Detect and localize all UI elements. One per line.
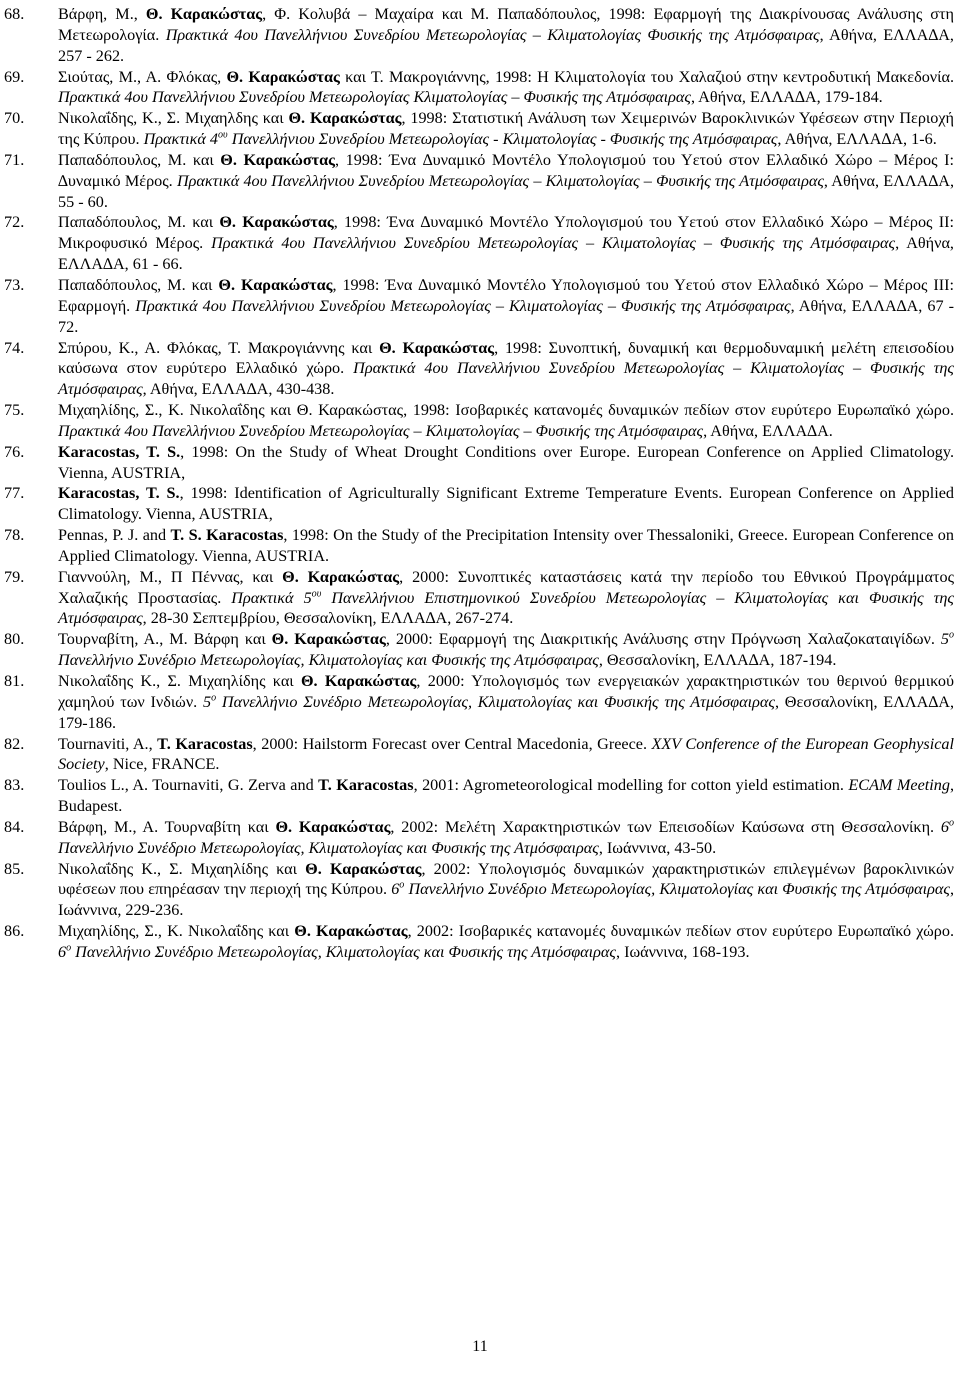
author-name-bold: Θ. Καρακώστας	[271, 630, 386, 649]
author-name-bold: Θ. Καρακώστας	[145, 5, 263, 23]
author-name-bold: T. Karacostas	[318, 776, 414, 795]
reference-text-segment: Νικολαΐδης Κ., Σ. Μιχαηλίδης και	[58, 672, 301, 690]
proceedings-title-italic: XXV Conference of the European Geophysical Society	[58, 734, 954, 774]
proceedings-title-italic: Πρακτικά 4ου Πανελλήνιου Συνεδρίου Μετεωρολογίας – Κλιματολογίας – Φυσικής της Ατμόσφαιρας	[135, 296, 791, 315]
author-name-bold: Θ. Καρακώστας	[288, 109, 402, 128]
reference-entry	[4, 400, 954, 442]
reference-text-segment: , 1998: On the Study of the Precipitation Intensity over Thessaloniki, Greece. European Conference on Applied Climatology. Vienna, AUSTRIA.	[58, 526, 954, 565]
ordinal-superscript: ου	[218, 129, 228, 141]
reference-text-segment: Tournaviti, A.,	[58, 734, 158, 753]
reference-entry	[4, 734, 954, 776]
reference-number: 82.	[4, 734, 25, 753]
reference-text-segment: , 1998: Ένα ∆υναμικό Μοντέλο Υπολογισμού του Υετού στον Ελλαδικό Χώρο – Μέρος ΙΙΙ: Εφαρμογή.	[58, 275, 954, 315]
reference-number: 72.	[4, 213, 25, 232]
reference-number: 74.	[4, 338, 25, 357]
proceedings-title-italic: Πρακτικά 5	[231, 588, 312, 607]
reference-entry	[4, 817, 954, 859]
reference-entry	[4, 921, 954, 963]
author-name-bold: Θ. Καρακώστας	[218, 275, 333, 294]
reference-text	[58, 108, 954, 150]
reference-text-segment: , Nice, FRANCE.	[104, 755, 220, 774]
reference-text-segment: , Αθήνα, ΕΛΛΑ∆Α, 55 - 60.	[58, 171, 954, 211]
reference-text-segment: , 2000: Συνοπτικές καταστάσεις κατά την περίοδο του Εθνικού Προγράμματος Χαλαζικής Προστασίας.	[58, 567, 954, 607]
reference-text-segment: Παπαδόπουλος, Μ. και	[58, 275, 219, 294]
reference-text	[58, 775, 954, 817]
reference-text	[58, 338, 954, 401]
reference-number: 68.	[4, 5, 25, 23]
proceedings-title-italic: 6	[940, 817, 949, 836]
reference-text	[58, 400, 954, 442]
reference-entry	[4, 212, 954, 275]
reference-text-segment: , Budapest.	[58, 776, 954, 816]
reference-number: 73.	[4, 275, 25, 294]
reference-text-segment: , 2002: Ισοβαρικές κατανομές δυναμικών πεδίων στον ευρύτερο Ευρωπαϊκό χώρο.	[407, 922, 954, 941]
reference-text-segment: , Θεσσαλονίκη, ΕΛΛΑ∆Α, 179-186.	[58, 692, 955, 732]
reference-text-segment: Μιχαηλίδης, Σ., Κ. Νικολαΐδης και	[58, 922, 295, 941]
reference-text-segment: Γιαννούλη, Μ., Π Πέννας, και	[58, 567, 283, 586]
reference-entry	[4, 442, 954, 484]
reference-text-segment: , 2000: Εφαρμογή της ∆ιακριτικής Ανάλυσης στην Πρόγνωση Χαλαζοκαταιγίδων.	[385, 630, 941, 649]
reference-entry	[4, 150, 954, 213]
reference-text-segment: , Φ. Κολυβά – Μαχαίρα και Μ. Παπαδόπουλος, 1998: Εφαρμογή της ∆ιακρίνουσας Ανάλυσης στη Μετεωρολογία.	[58, 5, 955, 44]
reference-text-segment: Μιχαηλίδης, Σ., Κ. Νικολαΐδης και Θ. Καρακώστας, 1998: Ισοβαρικές κατανομές δυναμικών πεδίων στον ευρύτερο Ευρωπαϊκό χώρο.	[58, 401, 954, 420]
reference-number: 69.	[4, 67, 25, 86]
proceedings-title-italic: Πρακτικά 4ου Πανελλήνιου Συνεδρίου Μετεωρολογίας – Κλιματολογίας – Φυσικής της Ατμόσφαιρας	[58, 359, 954, 399]
reference-text-segment: , Αθήνα, ΕΛΛΑ∆Α, 67 - 72.	[58, 296, 954, 336]
ordinal-superscript: ο	[949, 817, 955, 829]
reference-text	[58, 67, 954, 109]
reference-text-segment: , Αθήνα, ΕΛΛΑ∆Α, 179-184.	[690, 88, 883, 107]
proceedings-title-italic: Πανελλήνιου Συνεδρίου Μετεωρολογίας - Κλιματολογίας - Φυσικής της Ατμόσφαιρας	[227, 130, 778, 149]
reference-number: 80.	[4, 630, 25, 649]
reference-entry	[4, 275, 954, 338]
reference-text-segment: , Ιωάννινα, 229-236.	[58, 880, 954, 920]
ordinal-superscript: ο	[399, 880, 405, 892]
reference-text-segment: , 2002: Μελέτη Χαρακτηριστικών των Επεισοδίων Καύσωνα στη Θεσσαλονίκη.	[390, 817, 941, 836]
proceedings-title-italic: Πανελλήνιο Συνέδριο Μετεωρολογίας, Κλιματολογίας και Φυσικής της Ατμόσφαιρας	[71, 942, 616, 961]
proceedings-title-italic: Πρακτικά 4	[143, 130, 219, 149]
reference-text	[58, 525, 954, 567]
reference-text-segment: , Αθήνα, ΕΛΛΑ∆Α, 1-6.	[777, 130, 937, 149]
proceedings-title-italic: Πανελλήνιου Επιστημονικού Συνεδρίου Μετεωρολογίας – Κλιματολογίας και Φυσικής της Ατμόσφαιρας	[58, 588, 954, 628]
reference-number: 86.	[4, 922, 25, 941]
reference-number: 71.	[4, 150, 25, 169]
proceedings-title-italic: 5	[203, 692, 212, 711]
reference-text-segment: , 2000: Υπολογισμός των ενεργειακών χαρακτηριστικών του θερινού θερμικού χαμηλού των Ινδιών.	[58, 672, 954, 711]
reference-text-segment: Παπαδόπουλος, Μ. και	[58, 213, 220, 232]
reference-text	[58, 671, 954, 734]
reference-number: 77.	[4, 484, 25, 503]
reference-text-segment: , Αθήνα, ΕΛΛΑ∆Α, 257 - 262.	[58, 25, 954, 65]
author-name-bold: T. S. Karacostas	[170, 526, 284, 545]
reference-number: 78.	[4, 526, 25, 545]
reference-text-segment: Βάρφη, Μ.,	[58, 5, 146, 23]
author-name-bold: Θ. Καρακώστας	[282, 567, 400, 586]
proceedings-title-italic: Πρακτικά 4ου Πανελλήνιου Συνεδρίου Μετεωρολογίας Κλιματολογίας – Φυσικής της Ατμόσφαιρας	[58, 88, 691, 107]
author-name-bold: Karacostas, T. S.	[58, 484, 180, 503]
reference-text-segment: Σπύρου, Κ., Α. Φλόκας, Τ. Μακρογιάννης και	[58, 338, 380, 357]
reference-text-segment: , Ιωάννινα, 43-50.	[598, 838, 717, 857]
reference-entry	[4, 4, 954, 67]
reference-text	[58, 567, 954, 630]
page-number: 11	[472, 1338, 488, 1355]
reference-entry	[4, 567, 954, 630]
reference-text-segment: , 1998: Ένα ∆υναμικό Μοντέλο Υπολογισμού του Υετού στον Ελλαδικό Χώρο – Μέρος Ι: ∆υναμικό Μέρος.	[58, 150, 954, 190]
reference-text-segment: , Θεσσαλονίκη, ΕΛΛΑ∆Α, 187-194.	[598, 651, 837, 670]
proceedings-title-italic: Πρακτικά 4ου Πανελλήνιου Συνεδρίου Μετεωρολογίας – Κλιματολογίας – Φυσικής της Ατμόσφαιρας	[176, 171, 824, 190]
reference-number: 76.	[4, 442, 25, 461]
reference-entry	[4, 108, 954, 150]
proceedings-title-italic: Πρακτικά 4ου Πανελλήνιου Συνεδρίου Μετεωρολογίας – Κλιματολογίας Φυσικής της Ατμόσφαιρας	[165, 25, 820, 44]
author-name-bold: Karacostas, T. S.	[58, 442, 181, 461]
reference-text	[58, 859, 954, 922]
reference-text-segment: Σιούτας, Μ., Α. Φλόκας,	[58, 67, 227, 86]
reference-number: 75.	[4, 401, 25, 420]
reference-entry	[4, 671, 954, 734]
reference-text-segment: Παπαδόπουλος, Μ. και	[58, 150, 221, 169]
author-name-bold: Θ. Καρακώστας	[220, 150, 335, 169]
reference-text-segment: Βάρφη, Μ., Α. Τουρναβίτη και	[58, 817, 276, 836]
reference-text-segment: , 2002: Υπολογισμός δυναμικών χαρακτηριστικών επιλεγμένων βαροκλινικών υφέσεων που επηρέασαν την περιοχή της Κύπρου.	[58, 859, 955, 899]
reference-number: 84.	[4, 817, 25, 836]
author-name-bold: T. Karacostas	[157, 734, 253, 753]
proceedings-title-italic: 6	[391, 880, 400, 899]
reference-text-segment: , 1998: Identification of Agriculturally Significant Extreme Temperature Events. European Conference on Applied Climatology. Vienna, AUSTRIA,	[58, 484, 954, 524]
reference-entry	[4, 775, 954, 817]
author-name-bold: Θ. Καρακώστας	[294, 922, 408, 941]
reference-entry	[4, 525, 954, 567]
reference-number: 83.	[4, 776, 25, 795]
reference-list	[4, 4, 954, 963]
author-name-bold: Θ. Καρακώστας	[300, 672, 417, 690]
author-name-bold: Θ. Καρακώστας	[379, 338, 495, 357]
reference-number: 81.	[4, 672, 25, 690]
reference-text-segment: , 1998: On the Study of Wheat Drought Conditions over Europe. European Conference on Applied Climatology. Vienna, AUSTRIA,	[58, 442, 954, 482]
proceedings-title-italic: Πρακτικά 4ου Πανελλήνιου Συνεδρίου Μετεωρολογίας – Κλιματολογίας – Φυσικής της Ατμόσφαιρας	[58, 421, 704, 440]
reference-number: 70.	[4, 109, 25, 128]
proceedings-title-italic: ECAM Meeting	[848, 776, 950, 795]
reference-entry	[4, 338, 954, 401]
ordinal-superscript: ο	[949, 629, 955, 641]
reference-entry	[4, 67, 954, 109]
author-name-bold: Θ. Καρακώστας	[275, 817, 391, 836]
author-name-bold: Θ. Καρακώστας	[226, 67, 340, 86]
proceedings-title-italic: 5	[940, 630, 949, 649]
reference-text-segment: , Αθήνα, ΕΛΛΑ∆Α.	[703, 421, 833, 440]
reference-text	[58, 629, 954, 671]
reference-text	[58, 734, 954, 776]
reference-text	[58, 212, 954, 275]
reference-entry	[4, 859, 954, 922]
reference-text-segment: , Ιωάννινα, 168-193.	[615, 942, 750, 961]
reference-text-segment: , 28-30 Σεπτεμβρίου, Θεσσαλονίκη, ΕΛΛΑ∆Α, 267-274.	[142, 609, 514, 628]
reference-number: 85.	[4, 859, 25, 878]
proceedings-title-italic: Πανελλήνιο Συνέδριο Μετεωρολογίας, Κλιματολογίας και Φυσικής της Ατμόσφαιρας	[58, 838, 599, 857]
reference-text-segment: , 2001: Agrometeorological modelling for cotton yield estimation.	[413, 776, 849, 795]
proceedings-title-italic: Πανελλήνιο Συνέδριο Μετεωρολογίας, Κλιματολογίας και Φυσικής της Ατμόσφαιρας	[404, 880, 950, 899]
reference-text-segment: Τουρναβίτη, Α., Μ. Βάρφη και	[58, 630, 272, 649]
reference-text-segment: Toulios L., A. Tournaviti, G. Zerva and	[58, 776, 319, 795]
ordinal-superscript: ο	[211, 692, 217, 704]
reference-text	[58, 921, 954, 963]
author-name-bold: Θ. Καρακώστας	[305, 859, 422, 878]
proceedings-title-italic: Πανελλήνιο Συνέδριο Μετεωρολογίας, Κλιματολογίας και Φυσικής της Ατμόσφαιρας	[58, 651, 599, 670]
reference-text-segment: Νικολαΐδης, Κ., Σ. Μιχαηλδης και	[58, 109, 289, 128]
reference-text-segment: , Αθήνα, ΕΛΛΑ∆Α, 61 - 66.	[58, 234, 954, 274]
proceedings-title-italic: Πρακτικά 4ου Πανελλήνιου Συνεδρίου Μετεωρολογίας – Κλιματολογίας – Φυσικής της Ατμόσφαιρας	[211, 234, 896, 253]
reference-text-segment: Νικολαΐδης Κ., Σ. Μιχαηλίδης και	[58, 859, 306, 878]
proceedings-title-italic: Πανελλήνιο Συνέδριο Μετεωρολογίας, Κλιματολογίας και Φυσικής της Ατμόσφαιρας	[216, 692, 775, 711]
reference-text-segment: , 1998: Συνοπτική, δυναμική και θερμοδυναμική μελέτη επεισοδίου καύσωνα στον ευρύτερο Ελλαδικό χώρο.	[58, 338, 954, 378]
reference-text	[58, 483, 954, 525]
proceedings-title-italic: 6	[58, 942, 67, 961]
reference-text-segment: Pennas, P. J. and	[58, 526, 171, 545]
author-name-bold: Θ. Καρακώστας	[219, 213, 334, 232]
ordinal-superscript: ου	[311, 588, 322, 600]
ordinal-superscript: ο	[66, 942, 72, 954]
reference-entry	[4, 483, 954, 525]
reference-text	[58, 275, 954, 338]
reference-text	[58, 442, 954, 484]
reference-text-segment: , Αθήνα, ΕΛΛΑ∆Α, 430-438.	[142, 380, 335, 399]
reference-number: 79.	[4, 567, 25, 586]
reference-text-segment: , 1998: Στατιστική Ανάλυση των Χειμερινών Βαροκλινικών Υφέσεων στην Περιοχή της Κύπρου.	[58, 109, 955, 149]
reference-text	[58, 817, 954, 859]
reference-text-segment: και Τ. Μακρογιάννης, 1998: Η Κλιματολογία του Χαλαζιού στην κεντροδυτική Μακεδονία.	[339, 67, 954, 86]
reference-text	[58, 150, 954, 213]
reference-text-segment: , 1998: Ένα ∆υναμικό Μοντέλο Υπολογισμού του Υετού στον Ελλαδικό Χώρο – Μέρος ΙΙ: Μικροφυσικό Μέρος.	[58, 213, 954, 253]
reference-text	[58, 4, 954, 67]
reference-entry	[4, 629, 954, 671]
reference-text-segment: , 2000: Hailstorm Forecast over Central Macedonia, Greece.	[252, 734, 652, 753]
